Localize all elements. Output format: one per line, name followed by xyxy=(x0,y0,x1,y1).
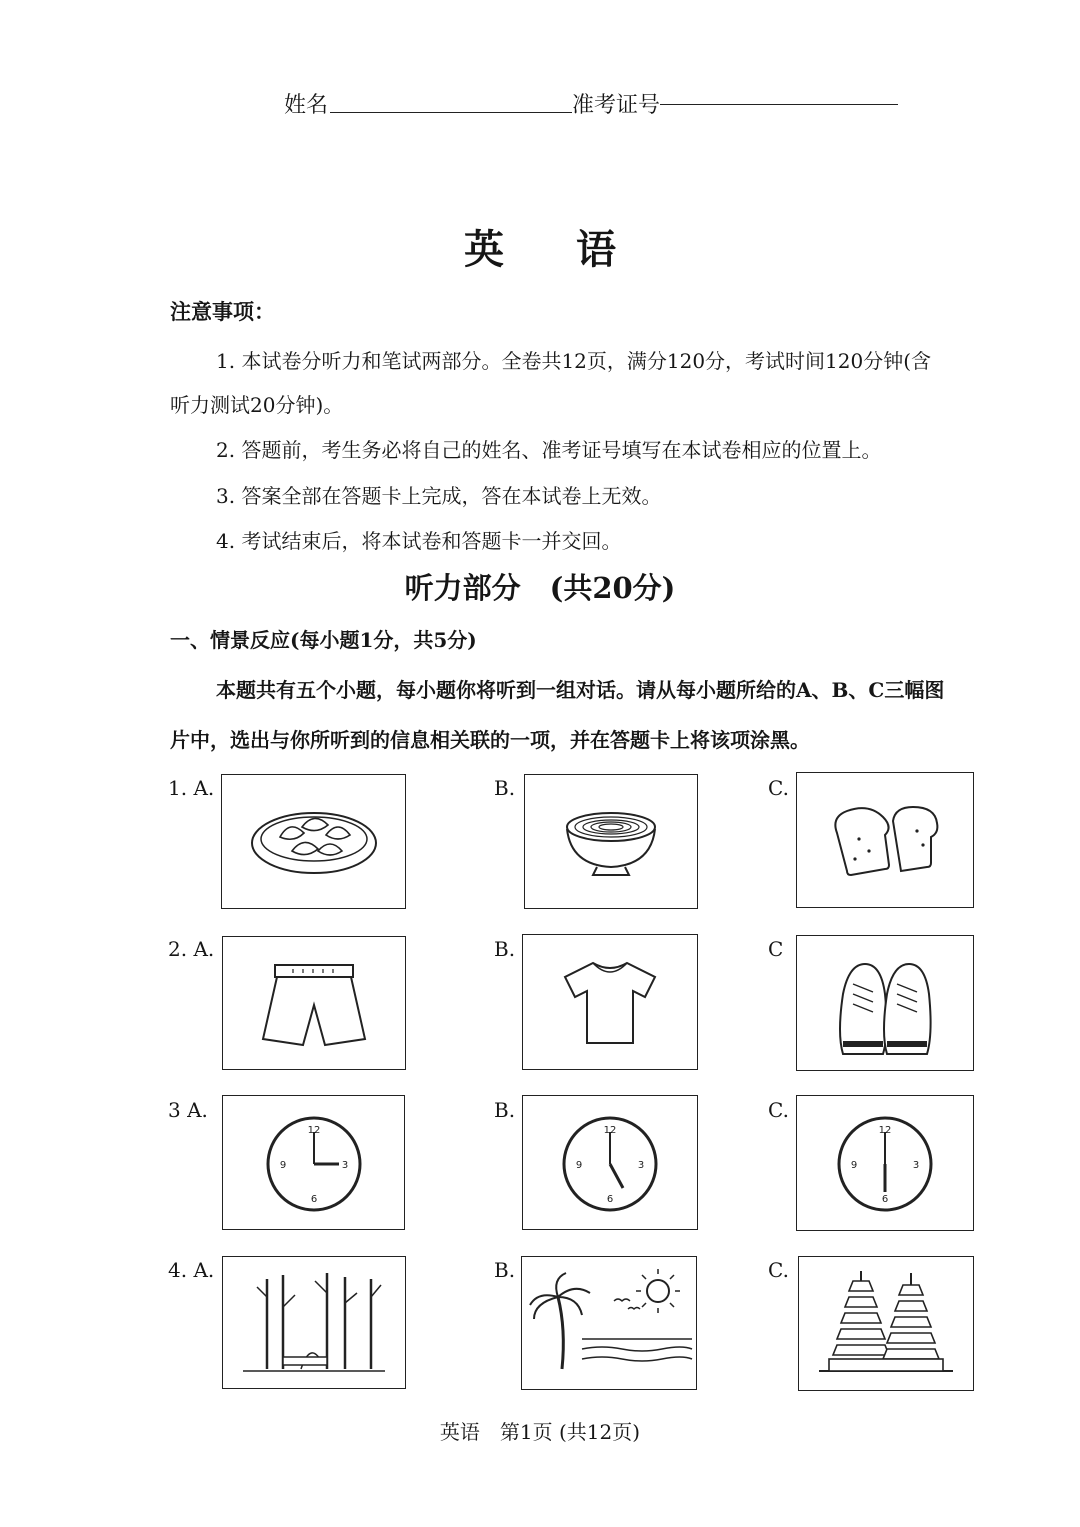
svg-text:9: 9 xyxy=(279,1160,287,1171)
svg-text:6: 6 xyxy=(881,1194,889,1205)
svg-text:12: 12 xyxy=(878,1125,892,1136)
q1-b-label: B. xyxy=(494,776,516,800)
q3-b-label: B. xyxy=(494,1098,516,1122)
page-title: 英语 xyxy=(464,226,688,273)
svg-text:3: 3 xyxy=(341,1160,349,1171)
svg-text:12: 12 xyxy=(603,1125,617,1136)
q1-option-b[interactable] xyxy=(524,774,698,909)
q4-option-c[interactable] xyxy=(798,1256,974,1391)
clock-three-icon xyxy=(223,1096,404,1229)
bread-slices-icon xyxy=(797,773,973,907)
q3-a-label: 3 A. xyxy=(168,1098,208,1122)
svg-text:3: 3 xyxy=(912,1160,920,1171)
q2-b-label: B. xyxy=(494,937,516,961)
svg-text:9: 9 xyxy=(575,1160,583,1171)
svg-text:12: 12 xyxy=(307,1125,321,1136)
pagoda-icon xyxy=(799,1257,973,1390)
beach-icon xyxy=(522,1257,696,1389)
listening-section-title: 听力部分 (共20分) xyxy=(404,571,676,605)
q3-c-label: C. xyxy=(768,1098,789,1122)
forest-icon xyxy=(223,1257,405,1388)
notice-item-1-cont: 听力测试20分钟)。 xyxy=(170,393,344,417)
name-label: 姓名 xyxy=(284,93,329,118)
q2-a-label: 2. A. xyxy=(168,937,215,961)
part-one-heading: 一、情景反应(每小题1分，共5分) xyxy=(170,628,477,652)
q3-option-b[interactable] xyxy=(522,1095,698,1230)
instruction-line-1: 本题共有五个小题，每小题你将听到一组对话。请从每小题所给的A、B、C三幅图 xyxy=(216,678,945,702)
q4-option-a[interactable] xyxy=(222,1256,406,1389)
clock-five-icon xyxy=(523,1096,697,1229)
sneakers-icon xyxy=(797,936,973,1070)
q4-option-b[interactable] xyxy=(521,1256,697,1390)
q4-a-label: 4. A. xyxy=(168,1258,215,1282)
page-footer: 英语 第1页 (共12页) xyxy=(439,1420,641,1444)
name-field[interactable] xyxy=(330,112,572,113)
q2-c-label: C xyxy=(768,937,784,961)
q1-option-a[interactable] xyxy=(221,774,406,909)
q3-option-a[interactable] xyxy=(222,1095,405,1230)
dumplings-plate-icon xyxy=(222,775,405,908)
svg-text:3: 3 xyxy=(637,1160,645,1171)
q4-c-label: C. xyxy=(768,1258,789,1282)
exam-id-field[interactable] xyxy=(660,104,898,105)
svg-text:6: 6 xyxy=(606,1194,614,1205)
svg-text:9: 9 xyxy=(850,1160,858,1171)
clock-six-icon xyxy=(797,1096,973,1230)
svg-text:6: 6 xyxy=(310,1194,318,1205)
q1-option-c[interactable] xyxy=(796,772,974,908)
q1-c-label: C. xyxy=(768,776,789,800)
instruction-line-2: 片中，选出与你所听到的信息相关联的一项，并在答题卡上将该项涂黑。 xyxy=(170,728,810,752)
notice-item-3: 3. 答案全部在答题卡上完成，答在本试卷上无效。 xyxy=(216,484,662,508)
q2-option-a[interactable] xyxy=(222,936,406,1070)
q1-a-label: 1. A. xyxy=(168,776,215,800)
notice-item-1: 1. 本试卷分听力和笔试两部分。全卷共12页，满分120分，考试时间120分钟(含 xyxy=(216,349,932,373)
notice-item-2: 2. 答题前，考生务必将自己的姓名、准考证号填写在本试卷相应的位置上。 xyxy=(216,438,882,462)
notice-item-4: 4. 考试结束后，将本试卷和答题卡一并交回。 xyxy=(216,529,622,553)
shorts-icon xyxy=(223,937,405,1069)
q2-option-c[interactable] xyxy=(796,935,974,1071)
t-shirt-icon xyxy=(523,935,697,1069)
notice-heading: 注意事项： xyxy=(170,299,275,324)
noodles-bowl-icon xyxy=(525,775,697,908)
q4-b-label: B. xyxy=(494,1258,516,1282)
q2-option-b[interactable] xyxy=(522,934,698,1070)
exam-id-label: 准考证号 xyxy=(572,93,661,118)
q3-option-c[interactable] xyxy=(796,1095,974,1231)
